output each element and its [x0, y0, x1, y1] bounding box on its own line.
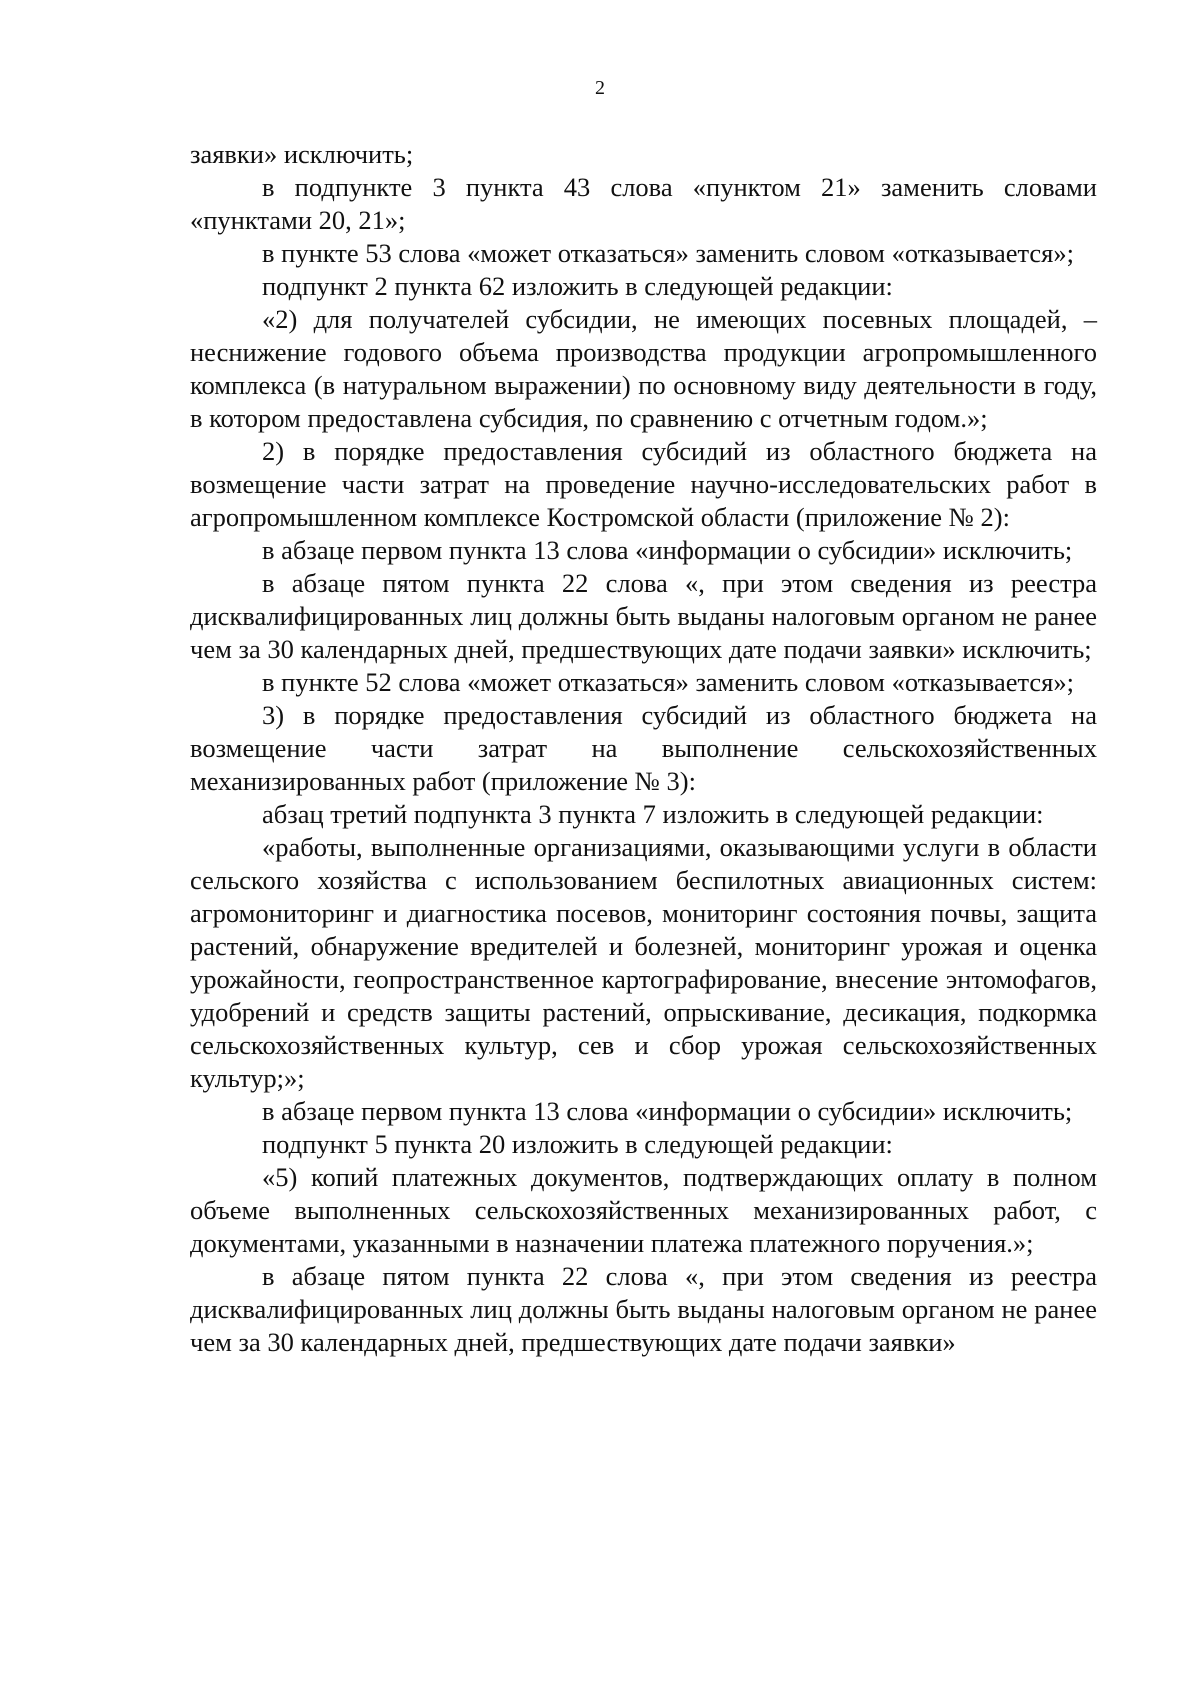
- paragraph: в абзаце первом пункта 13 слова «информации о субсидии» исключить;: [262, 1096, 1073, 1126]
- paragraph: в абзаце первом пункта 13 слова «информации о субсидии» исключить;: [262, 535, 1073, 565]
- page-number: 2: [595, 77, 605, 99]
- document-body: [190, 138, 1097, 1359]
- paragraph: в пункте 52 слова «может отказаться» заменить словом «отказывается»;: [262, 667, 1074, 697]
- paragraph: 3) в порядке предоставления субсидий из областного бюджета на возмещение части затрат на выполнение сельскохозяйственных механизированных работ (приложение № 3):: [190, 700, 1097, 796]
- paragraph: абзац третий подпункта 3 пункта 7 изложить в следующей редакции:: [262, 799, 1044, 829]
- paragraph: «2) для получателей субсидии, не имеющих посевных площадей, – неснижение годового объема производства продукции агропромышленного комплекса (в натуральном выражении) по основному виду деятельности в году, в котором предоставлена субсидия, по сравнению с отчетным годом.»;: [190, 304, 1097, 433]
- paragraph: подпункт 2 пункта 62 изложить в следующей редакции:: [262, 271, 893, 301]
- paragraph: «работы, выполненные организациями, оказывающими услуги в области сельского хозяйства с использованием беспилотных авиационных систем: агромониторинг и диагностика посевов, мониторинг состояния почвы, защита растений, обнаружение вредителей и болезней, мониторинг урожая и оценка урожайности, геопространственное картографирование, внесение энтомофагов, удобрений и средств защиты растений, опрыскивание, десикация, подкормка сельскохозяйственных культур, сев и сбор урожая сельскохозяйственных культур;»;: [190, 832, 1097, 1093]
- paragraph: подпункт 5 пункта 20 изложить в следующей редакции:: [262, 1129, 893, 1159]
- paragraph: в абзаце пятом пункта 22 слова «, при этом сведения из реестра дисквалифицированных лиц должны быть выданы налоговым органом не ранее чем за 30 календарных дней, предшествующих дате подачи заявки» исключить;: [190, 568, 1097, 664]
- paragraph: заявки» исключить;: [190, 139, 414, 169]
- paragraph: 2) в порядке предоставления субсидий из областного бюджета на возмещение части затрат на проведение научно-исследовательских работ в агропромышленном комплексе Костромской области (приложение № 2):: [190, 436, 1097, 532]
- paragraph: «5) копий платежных документов, подтверждающих оплату в полном объеме выполненных сельскохозяйственных механизированных работ, с документами, указанными в назначении платежа платежного поручения.»;: [190, 1162, 1097, 1258]
- paragraph: в абзаце пятом пункта 22 слова «, при этом сведения из реестра дисквалифицированных лиц должны быть выданы налоговым органом не ранее чем за 30 календарных дней, предшествующих дате подачи заявки»: [190, 1261, 1097, 1357]
- paragraph: в подпункте 3 пункта 43 слова «пунктом 21» заменить словами «пунктами 20, 21»;: [190, 172, 1097, 235]
- paragraph: в пункте 53 слова «может отказаться» заменить словом «отказывается»;: [262, 238, 1074, 268]
